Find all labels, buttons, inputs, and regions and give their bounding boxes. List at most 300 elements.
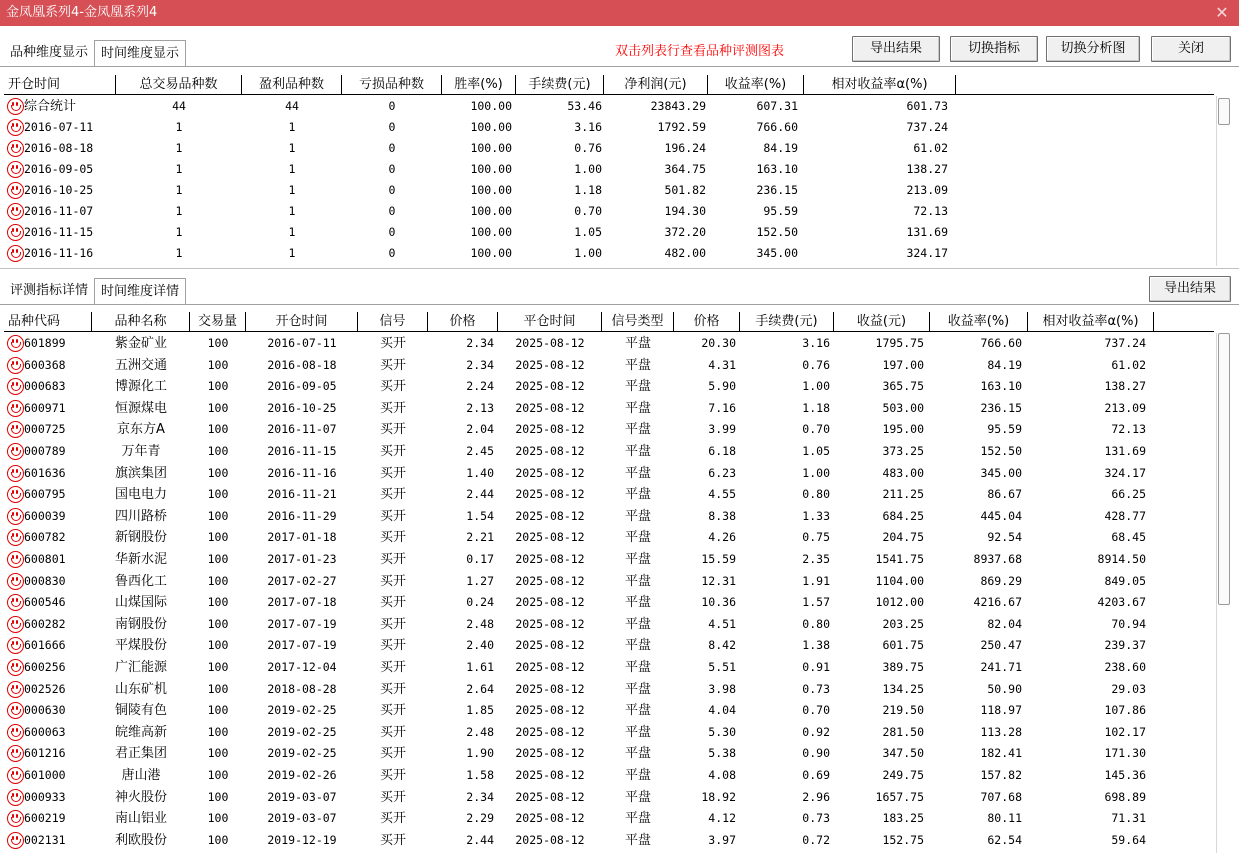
total-varieties-cell: 1 <box>175 183 183 197</box>
table-row[interactable] <box>4 180 1212 201</box>
variety-name-cell: 唐山港 <box>121 768 161 783</box>
close-price-cell: 15.59 <box>701 552 736 566</box>
table-row[interactable] <box>4 201 1212 222</box>
return-rate-cell: 250.47 <box>980 638 1022 653</box>
open-price-cell: 2.34 <box>466 789 494 804</box>
table-row[interactable] <box>4 679 1212 700</box>
signal-cell: 买开 <box>379 422 406 438</box>
variety-code-cell: 000789 <box>24 444 66 458</box>
open-time-cell: 2017-12-04 <box>267 660 337 674</box>
open-time-cell: 2016-08-18 <box>267 357 337 372</box>
close-price-cell: 12.31 <box>701 573 736 588</box>
relative-return-cell: 107.86 <box>1104 703 1146 718</box>
window-title: 金凤凰系列4-金凤凰系列4 <box>6 5 158 20</box>
profit-cell: 1012.00 <box>875 595 924 610</box>
col-signal-type[interactable]: 信号类型 <box>602 312 674 332</box>
close-button[interactable]: 关闭 <box>1151 36 1231 62</box>
open-time-cell: 2017-07-19 <box>267 616 337 631</box>
col-variety-name[interactable]: 品种名称 <box>92 312 190 332</box>
fee-cell: 53.46 <box>567 99 602 113</box>
close-price-cell: 3.98 <box>708 681 736 696</box>
open-time-cell: 2016-11-16 <box>24 246 94 260</box>
variety-name-cell: 五洲交通 <box>114 357 167 373</box>
open-time-cell: 2017-07-18 <box>267 595 337 610</box>
close-price-cell: 20.30 <box>701 336 736 350</box>
return-rate-cell: 182.41 <box>980 746 1022 761</box>
fee-cell: 0.70 <box>574 204 602 218</box>
variety-name-cell: 铜陵有色 <box>114 703 167 719</box>
smiley-icon <box>7 465 24 482</box>
variety-name-cell: 南山铝业 <box>114 811 167 827</box>
signal-type-cell: 平盘 <box>624 724 651 740</box>
open-time-cell: 2016-09-05 <box>267 379 337 394</box>
close-price-cell: 5.51 <box>708 660 736 674</box>
open-price-cell: 2.34 <box>466 357 494 372</box>
signal-type-cell: 平盘 <box>624 487 651 503</box>
bottom-vertical-scrollbar[interactable] <box>1216 333 1230 853</box>
close-price-cell: 10.36 <box>701 595 736 610</box>
col-relative-return[interactable]: 相对收益率α(%) <box>1028 312 1154 332</box>
table-row[interactable] <box>4 333 1212 354</box>
return-rate-cell: 241.71 <box>980 660 1022 674</box>
switch-indicator-button[interactable]: 切换指标 <box>950 36 1038 62</box>
net-profit-cell: 482.00 <box>664 246 706 260</box>
signal-cell: 买开 <box>379 465 406 481</box>
top-table-body <box>4 96 1212 266</box>
smiley-icon <box>7 702 24 719</box>
table-row[interactable] <box>4 635 1212 656</box>
relative-return-cell: 61.02 <box>913 141 948 155</box>
variety-name-cell: 新钢股份 <box>114 530 167 546</box>
table-row[interactable] <box>4 96 1212 117</box>
volume-cell: 100 <box>207 660 229 674</box>
variety-code-cell: 600256 <box>24 660 66 674</box>
table-row[interactable] <box>4 614 1212 635</box>
table-row[interactable] <box>4 592 1212 613</box>
variety-code-cell: 000725 <box>24 422 66 437</box>
close-time-cell: 2025-08-12 <box>515 552 585 566</box>
signal-type-cell: 平盘 <box>624 530 651 546</box>
tab-time-details[interactable]: 时间维度详情 <box>94 278 186 304</box>
return-rate-cell: 163.10 <box>756 162 798 176</box>
variety-name-cell: 山东矿机 <box>114 681 167 697</box>
open-price-cell: 0.24 <box>466 595 494 610</box>
loss-varieties-cell: 0 <box>388 204 396 218</box>
top-tab-divider <box>0 66 1239 67</box>
loss-varieties-cell: 0 <box>388 141 396 155</box>
loss-varieties-cell: 0 <box>388 246 396 260</box>
variety-code-cell: 002526 <box>24 681 66 696</box>
return-rate-cell: 607.31 <box>756 99 798 113</box>
signal-type-cell: 平盘 <box>624 768 651 783</box>
volume-cell: 100 <box>207 616 229 631</box>
table-row[interactable] <box>4 138 1212 159</box>
fee-cell: 0.72 <box>802 832 830 847</box>
fee-cell: 0.92 <box>802 724 830 739</box>
smiley-icon <box>7 637 24 654</box>
relative-return-cell: 131.69 <box>1104 444 1146 458</box>
fee-cell: 1.05 <box>574 225 602 239</box>
export-results-button[interactable]: 导出结果 <box>852 36 940 62</box>
variety-code-cell: 000630 <box>24 703 66 718</box>
variety-code-cell: 600219 <box>24 811 66 826</box>
smiley-icon <box>7 443 24 460</box>
profit-varieties-cell: 1 <box>288 225 296 239</box>
fee-cell: 0.80 <box>802 487 830 502</box>
profit-cell: 203.25 <box>882 616 924 631</box>
net-profit-cell: 194.30 <box>664 204 706 218</box>
smiley-icon <box>7 594 24 611</box>
open-price-cell: 2.24 <box>466 379 494 394</box>
win-rate-cell: 100.00 <box>470 120 512 134</box>
signal-type-cell: 平盘 <box>624 616 651 632</box>
win-rate-cell: 100.00 <box>470 141 512 155</box>
return-rate-cell: 4216.67 <box>973 595 1022 610</box>
profit-varieties-cell: 44 <box>285 99 299 113</box>
col-close-price[interactable]: 价格 <box>674 312 740 332</box>
smiley-icon <box>7 203 24 220</box>
variety-name-cell: 君正集团 <box>114 746 167 762</box>
signal-cell: 买开 <box>379 811 406 827</box>
signal-cell: 买开 <box>379 552 406 567</box>
volume-cell: 100 <box>207 811 229 826</box>
close-price-cell: 4.26 <box>708 530 736 545</box>
fee-cell: 1.05 <box>802 444 830 458</box>
col-loss-varieties[interactable]: 亏损品种数 <box>342 75 442 95</box>
col-relative-return[interactable]: 相对收益率α(%) <box>804 75 956 95</box>
open-price-cell: 0.17 <box>466 552 494 566</box>
return-rate-cell: 50.90 <box>987 681 1022 696</box>
open-price-cell: 2.64 <box>466 681 494 696</box>
return-rate-cell: 345.00 <box>756 246 798 260</box>
win-rate-cell: 100.00 <box>470 204 512 218</box>
variety-name-cell: 南钢股份 <box>114 616 167 632</box>
relative-return-cell: 4203.67 <box>1097 595 1146 610</box>
signal-cell: 买开 <box>379 681 406 697</box>
close-time-cell: 2025-08-12 <box>515 832 585 847</box>
profit-varieties-cell: 1 <box>288 204 296 218</box>
variety-name-cell: 利欧股份 <box>114 832 167 848</box>
profit-cell: 211.25 <box>882 487 924 502</box>
close-time-cell: 2025-08-12 <box>515 379 585 394</box>
col-total-varieties[interactable]: 总交易品种数 <box>116 75 242 95</box>
fee-cell: 1.38 <box>802 638 830 653</box>
variety-code-cell: 002131 <box>24 832 66 847</box>
table-row[interactable] <box>4 808 1212 829</box>
col-fee[interactable]: 手续费(元) <box>516 75 604 95</box>
variety-code-cell: 000683 <box>24 379 66 394</box>
col-win-rate[interactable]: 胜率(%) <box>442 75 516 95</box>
relative-return-cell: 428.77 <box>1104 508 1146 523</box>
smiley-icon <box>7 810 24 827</box>
profit-cell: 389.75 <box>882 660 924 674</box>
variety-name-cell: 博源化工 <box>114 379 167 395</box>
total-varieties-cell: 1 <box>175 141 183 155</box>
open-time-cell: 2016-11-29 <box>267 508 337 523</box>
fee-cell: 0.70 <box>802 703 830 718</box>
variety-name-cell: 神火股份 <box>114 789 167 805</box>
col-profit-varieties[interactable]: 盈利品种数 <box>242 75 342 95</box>
profit-cell: 204.75 <box>882 530 924 545</box>
return-rate-cell: 163.10 <box>980 379 1022 394</box>
profit-cell: 134.25 <box>882 681 924 696</box>
variety-name-cell: 华新水泥 <box>114 552 167 567</box>
signal-cell: 买开 <box>379 832 406 848</box>
smiley-icon <box>7 335 24 352</box>
relative-return-cell: 102.17 <box>1104 724 1146 739</box>
volume-cell: 100 <box>207 400 229 415</box>
total-varieties-cell: 1 <box>175 204 183 218</box>
tab-indicator-details[interactable]: 评测指标详情 <box>10 283 89 298</box>
profit-cell: 152.75 <box>882 832 924 847</box>
signal-type-cell: 平盘 <box>624 811 651 827</box>
open-price-cell: 2.48 <box>466 616 494 631</box>
table-row[interactable] <box>4 506 1212 527</box>
table-row[interactable] <box>4 159 1212 180</box>
profit-cell: 195.00 <box>882 422 924 437</box>
open-price-cell: 2.04 <box>466 422 494 437</box>
profit-varieties-cell: 1 <box>288 183 296 197</box>
col-open-time[interactable]: 开仓时间 <box>4 75 116 95</box>
close-price-cell: 8.38 <box>708 508 736 523</box>
table-row[interactable] <box>4 117 1212 138</box>
top-vertical-scrollbar[interactable] <box>1216 96 1230 266</box>
open-time-cell: 2016-07-11 <box>24 120 94 134</box>
variety-name-cell: 恒源煤电 <box>114 400 167 416</box>
relative-return-cell: 70.94 <box>1111 616 1146 631</box>
col-signal[interactable]: 信号 <box>358 312 428 332</box>
volume-cell: 100 <box>207 422 229 437</box>
signal-type-cell: 平盘 <box>624 357 651 373</box>
variety-name-cell: 山煤国际 <box>114 595 167 611</box>
open-time-cell: 2019-12-19 <box>267 832 337 847</box>
signal-type-cell: 平盘 <box>624 465 651 481</box>
fee-cell: 0.76 <box>574 141 602 155</box>
relative-return-cell: 324.17 <box>906 246 948 260</box>
volume-cell: 100 <box>207 357 229 372</box>
return-rate-cell: 95.59 <box>987 422 1022 437</box>
switch-chart-button[interactable]: 切换分析图 <box>1046 36 1140 62</box>
open-time-cell: 2019-02-25 <box>267 746 337 761</box>
fee-cell: 1.33 <box>802 508 830 523</box>
table-row[interactable] <box>4 571 1212 592</box>
loss-varieties-cell: 0 <box>388 225 396 239</box>
volume-cell: 100 <box>207 530 229 545</box>
volume-cell: 100 <box>207 703 229 718</box>
open-price-cell: 1.90 <box>466 746 494 761</box>
variety-name-cell: 京东方A <box>117 422 165 438</box>
relative-return-cell: 59.64 <box>1111 832 1146 847</box>
col-net-profit[interactable]: 净利润(元) <box>604 75 708 95</box>
open-price-cell: 2.34 <box>466 336 494 350</box>
col-close-time[interactable]: 平仓时间 <box>498 312 602 332</box>
volume-cell: 100 <box>207 681 229 696</box>
variety-code-cell: 600971 <box>24 400 66 415</box>
table-row[interactable] <box>4 484 1212 505</box>
close-price-cell: 18.92 <box>701 789 736 804</box>
table-row[interactable] <box>4 463 1212 484</box>
close-time-cell: 2025-08-12 <box>515 508 585 523</box>
table-row[interactable] <box>4 527 1212 548</box>
table-row[interactable] <box>4 222 1212 243</box>
open-price-cell: 1.85 <box>466 703 494 718</box>
col-variety-code[interactable]: 品种代码 <box>4 312 92 332</box>
smiley-icon <box>7 357 24 374</box>
fee-cell: 2.35 <box>802 552 830 566</box>
table-row[interactable] <box>4 657 1212 678</box>
close-price-cell: 5.38 <box>708 746 736 761</box>
smiley-icon <box>7 245 24 262</box>
return-rate-cell: 236.15 <box>980 400 1022 415</box>
table-row[interactable] <box>4 355 1212 376</box>
loss-varieties-cell: 0 <box>388 99 396 113</box>
col-return-rate[interactable]: 收益率(%) <box>930 312 1028 332</box>
col-profit[interactable]: 收益(元) <box>834 312 930 332</box>
col-volume[interactable]: 交易量 <box>190 312 246 332</box>
top-table-header <box>4 75 1214 95</box>
bottom-scroll-thumb[interactable] <box>1218 333 1230 605</box>
smiley-icon <box>7 161 24 178</box>
volume-cell: 100 <box>207 336 229 350</box>
open-price-cell: 2.21 <box>466 530 494 545</box>
open-price-cell: 2.13 <box>466 400 494 415</box>
variety-code-cell: 600039 <box>24 508 66 523</box>
open-time-cell: 2016-07-11 <box>267 336 337 350</box>
fee-cell: 1.00 <box>574 162 602 176</box>
close-price-cell: 5.90 <box>708 379 736 394</box>
volume-cell: 100 <box>207 487 229 502</box>
bottom-export-results-button[interactable]: 导出结果 <box>1149 276 1231 302</box>
profit-cell: 1795.75 <box>875 336 924 350</box>
volume-cell: 100 <box>207 573 229 588</box>
variety-code-cell: 600063 <box>24 724 66 739</box>
open-time-cell: 综合统计 <box>24 99 77 114</box>
table-row[interactable] <box>4 830 1212 851</box>
smiley-icon <box>7 378 24 395</box>
smiley-icon <box>7 529 24 546</box>
table-row[interactable] <box>4 398 1212 419</box>
table-row[interactable] <box>4 419 1212 440</box>
volume-cell: 100 <box>207 595 229 610</box>
relative-return-cell: 138.27 <box>1104 379 1146 394</box>
return-rate-cell: 157.82 <box>980 768 1022 782</box>
close-time-cell: 2025-08-12 <box>515 444 585 458</box>
signal-cell: 买开 <box>379 789 406 805</box>
table-row[interactable] <box>4 787 1212 808</box>
return-rate-cell: 113.28 <box>980 724 1022 739</box>
table-row[interactable] <box>4 743 1212 764</box>
smiley-icon <box>7 789 24 806</box>
table-row[interactable] <box>4 441 1212 462</box>
signal-cell: 买开 <box>379 336 406 351</box>
table-row[interactable] <box>4 700 1212 721</box>
open-time-cell: 2016-11-07 <box>24 204 94 218</box>
close-price-cell: 4.12 <box>708 811 736 826</box>
profit-cell: 347.50 <box>882 746 924 761</box>
table-row[interactable] <box>4 549 1212 570</box>
variety-name-cell: 平煤股份 <box>114 638 167 654</box>
table-row[interactable] <box>4 722 1212 743</box>
loss-varieties-cell: 0 <box>388 120 396 134</box>
close-time-cell: 2025-08-12 <box>515 487 585 502</box>
relative-return-cell: 239.37 <box>1104 638 1146 653</box>
col-return-rate[interactable]: 收益率(%) <box>708 75 804 95</box>
relative-return-cell: 66.25 <box>1111 487 1146 502</box>
relative-return-cell: 849.05 <box>1104 573 1146 588</box>
relative-return-cell: 213.09 <box>1104 400 1146 415</box>
open-time-cell: 2019-03-07 <box>267 811 337 826</box>
open-price-cell: 1.40 <box>466 465 494 480</box>
top-scroll-thumb[interactable] <box>1218 98 1230 125</box>
panel-separator <box>0 268 1239 269</box>
open-price-cell: 2.40 <box>466 638 494 653</box>
close-price-cell: 4.55 <box>708 487 736 502</box>
variety-code-cell: 600795 <box>24 487 66 502</box>
profit-cell: 183.25 <box>882 811 924 826</box>
open-price-cell: 2.44 <box>466 832 494 847</box>
fee-cell: 2.96 <box>802 789 830 804</box>
fee-cell: 0.90 <box>802 746 830 761</box>
signal-type-cell: 平盘 <box>624 746 651 762</box>
tab-time-dimension[interactable]: 时间维度显示 <box>94 40 186 66</box>
close-time-cell: 2025-08-12 <box>515 573 585 588</box>
col-fee[interactable]: 手续费(元) <box>740 312 834 332</box>
close-price-cell: 5.30 <box>708 724 736 739</box>
fee-cell: 1.91 <box>802 573 830 588</box>
total-varieties-cell: 1 <box>175 246 183 260</box>
return-rate-cell: 766.60 <box>980 336 1022 350</box>
variety-name-cell: 皖维高新 <box>114 724 167 740</box>
variety-code-cell: 000830 <box>24 573 66 588</box>
tab-variety-dimension[interactable]: 品种维度显示 <box>10 45 89 60</box>
win-rate-cell: 100.00 <box>470 225 512 239</box>
close-price-cell: 6.18 <box>708 444 736 458</box>
smiley-icon <box>7 724 24 741</box>
total-varieties-cell: 1 <box>175 120 183 134</box>
win-rate-cell: 100.00 <box>470 183 512 197</box>
open-time-cell: 2016-08-18 <box>24 141 94 155</box>
variety-name-cell: 万年青 <box>121 444 161 459</box>
net-profit-cell: 364.75 <box>664 162 706 176</box>
relative-return-cell: 238.60 <box>1104 660 1146 674</box>
col-open-price[interactable]: 价格 <box>428 312 498 332</box>
variety-code-cell: 601000 <box>24 768 66 782</box>
signal-cell: 买开 <box>379 379 406 395</box>
table-row[interactable] <box>4 243 1212 264</box>
volume-cell: 100 <box>207 789 229 804</box>
fee-cell: 1.00 <box>574 246 602 260</box>
close-icon[interactable]: ✕ <box>1215 3 1229 22</box>
signal-cell: 买开 <box>379 746 406 762</box>
open-time-cell: 2017-02-27 <box>267 573 337 588</box>
col-open-time[interactable]: 开仓时间 <box>246 312 358 332</box>
profit-cell: 483.00 <box>882 465 924 480</box>
table-row[interactable] <box>4 765 1212 786</box>
table-row[interactable] <box>4 376 1212 397</box>
variety-name-cell: 国电电力 <box>114 487 167 503</box>
open-time-cell: 2017-07-19 <box>267 638 337 653</box>
profit-cell: 373.25 <box>882 444 924 458</box>
open-time-cell: 2019-02-25 <box>267 703 337 718</box>
return-rate-cell: 62.54 <box>987 832 1022 847</box>
signal-type-cell: 平盘 <box>624 595 651 611</box>
fee-cell: 1.18 <box>574 183 602 197</box>
signal-type-cell: 平盘 <box>624 444 651 459</box>
close-time-cell: 2025-08-12 <box>515 465 585 480</box>
open-time-cell: 2016-11-16 <box>267 465 337 480</box>
close-time-cell: 2025-08-12 <box>515 724 585 739</box>
profit-varieties-cell: 1 <box>288 120 296 134</box>
